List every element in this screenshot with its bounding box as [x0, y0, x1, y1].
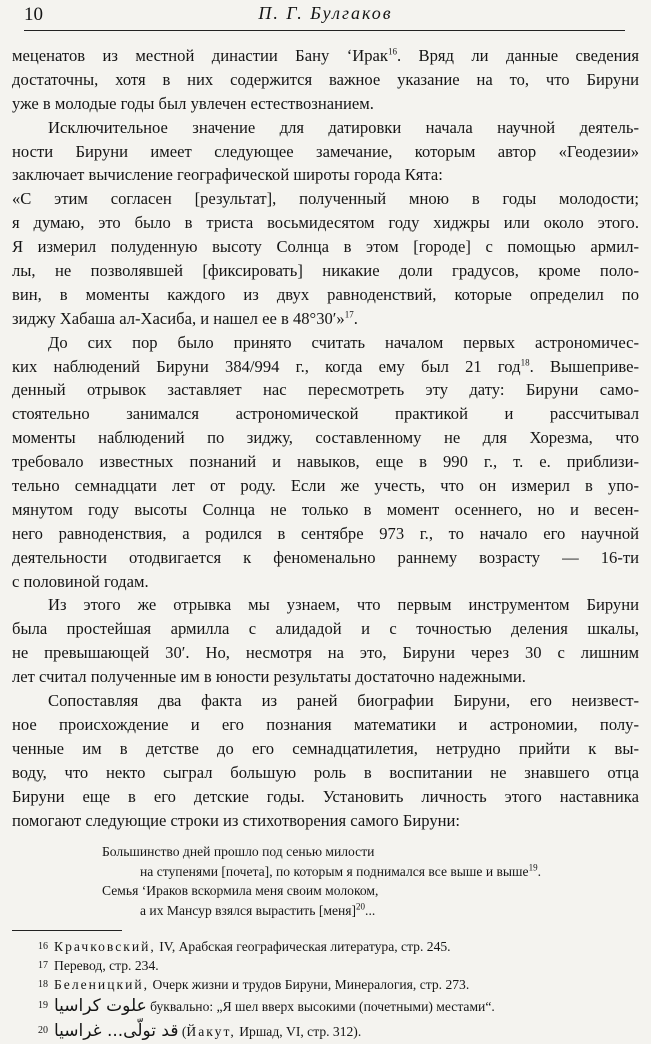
page-header	[12, 0, 639, 32]
line-text: лет считал полученные им в юности результаты достаточно надежными.	[12, 667, 526, 687]
body-line	[12, 68, 639, 92]
body-line	[12, 187, 639, 211]
footnote-body	[36, 977, 469, 992]
body-line	[12, 593, 639, 617]
footnote-author: Крачковский,	[54, 939, 156, 955]
body-line	[12, 522, 639, 546]
body-line	[12, 402, 639, 426]
line-text: уже в молодые годы был увлечен естествознанием.	[12, 93, 374, 113]
line-text: лы, не позволявшей [фиксировать] никакие доли градусов, кроме поло-	[12, 261, 639, 281]
line-text: денный отрывок заставляет нас пересмотреть эту дату: Бируни само-	[12, 380, 639, 400]
body-line	[12, 92, 639, 116]
line-text: ное происхождение и его познания математики и астрономии, полу-	[12, 714, 639, 734]
poem-line	[12, 901, 639, 921]
line-text: Бируни еще в его детские годы. Установить личность этого наставника	[12, 786, 639, 806]
footnote-rule	[12, 930, 122, 931]
footnote-body	[36, 996, 495, 1017]
line-text: «С этим согласен [результат], полученный мною в годы молодости;	[12, 189, 639, 209]
footnote-number: 20	[38, 1025, 48, 1037]
poem-line	[12, 881, 639, 901]
body-line	[12, 689, 639, 713]
footnote-number: 17	[38, 960, 48, 972]
line-text: него равноденствия, а родился в сентябре 973 г., то начало его научной	[12, 523, 639, 543]
body-line	[12, 570, 639, 594]
body-line	[12, 474, 639, 498]
footnote-ref: 19	[528, 862, 538, 873]
running-title: П. Г. Булгаков	[258, 3, 393, 23]
footnote-ref: 20	[356, 901, 366, 912]
body-line	[12, 761, 639, 785]
footnote	[12, 956, 639, 975]
footnotes	[12, 937, 639, 1044]
footnote	[12, 975, 639, 994]
footnote-author: Йакут,	[186, 1024, 236, 1040]
line-text: Из этого же отрывка мы узнаем, что первым инструментом Бируни	[48, 595, 639, 615]
poem-tail: .	[537, 863, 541, 879]
body-line	[12, 378, 639, 402]
line-text: ких наблюдений Бируни 384/994 г., когда ему был 21 год	[12, 356, 521, 376]
line-text: вин, в моменты каждого из двух равноденствий, которые определил по	[12, 284, 639, 304]
line-tail: .	[353, 308, 358, 328]
body-line	[12, 641, 639, 665]
poem-text: Семья ‘Ираков вскормила меня своим молоком,	[102, 883, 379, 899]
footnote	[12, 1019, 639, 1044]
poem-line	[12, 862, 639, 882]
page-number: 10	[24, 4, 43, 25]
line-text: я думаю, это было в триста восьмидесятом году хиджры или около этого.	[12, 213, 639, 233]
footnote-number: 18	[38, 979, 48, 991]
body-line	[12, 116, 639, 140]
footnote-text: Перевод, стр. 234.	[54, 958, 159, 974]
poem-text: а их Мансур взялся вырастить [меня]	[140, 902, 357, 918]
body-line	[12, 426, 639, 450]
body-line	[12, 355, 639, 379]
line-text: требовало известных познаний и навыков, еще в 990 г., т. е. приблизи-	[12, 452, 639, 472]
footnote	[12, 994, 639, 1019]
line-text: Сопоставляя два факта из раней биографии Бируни, его неизвест-	[48, 691, 639, 711]
line-text: деятельности отодвигается к феноменально раннему возрасту — 16-ти	[12, 547, 639, 567]
line-text: меценатов из местной династии Бану ‘Ирак	[12, 46, 388, 65]
line-text: не превышающей 30′. Но, несмотря на это, Бируни через 30 с лишним	[12, 643, 639, 663]
line-text: с половиной годам.	[12, 571, 149, 591]
body-line	[12, 450, 639, 474]
arabic-text: قد تولّى... غراسيا	[54, 1021, 179, 1042]
line-text: была простейшая армилла с алидадой и с точностью деления шкалы,	[12, 619, 639, 639]
body-line	[12, 163, 639, 187]
body-line	[12, 259, 639, 283]
poem-quote	[12, 842, 639, 920]
body-text	[12, 44, 639, 832]
line-text: моменты наблюдений по зиджу, составленному не для Хорезма, что	[12, 428, 639, 448]
line-tail: . Вышеприве-	[529, 356, 639, 376]
line-text: мянутом году высоты Солнца не только в момент осеннего, но и весен-	[12, 499, 639, 519]
body-line	[12, 140, 639, 164]
poem-tail: ...	[365, 902, 376, 918]
body-line	[12, 737, 639, 761]
line-text: тельно семнадцати лет от роду. Если же учесть, что он измерил в упо-	[12, 476, 639, 496]
footnote-text: Иршад, VI, стр. 312).	[235, 1024, 362, 1040]
line-text: ченные им в детстве до его семнадцатилетия, нетрудно прийти к вы-	[12, 738, 639, 758]
footnote-text: IV, Арабская географическая литература, стр. 245.	[155, 939, 451, 955]
line-text: стоятельно занимался астрономической практикой и рассчитывал	[12, 404, 639, 424]
line-text: ности Бируни имеет следующее замечание, которым автор «Геодезии»	[12, 141, 639, 161]
arabic-text: علوت كراسيا	[54, 996, 147, 1017]
body-line	[12, 44, 639, 68]
footnote-author: Беленицкий,	[54, 977, 150, 993]
footnote-ref: 16	[387, 46, 397, 57]
line-text: помогают следующие строки из стихотворения самого Бируни:	[12, 810, 461, 830]
poem-line	[12, 842, 639, 862]
body-line	[12, 498, 639, 522]
body-line	[12, 211, 639, 235]
line-text: Исключительное значение для датировки начала научной деятель-	[48, 117, 639, 137]
footnote-text: (	[178, 1024, 187, 1040]
line-tail: . Вряд ли данные сведения	[396, 46, 639, 65]
line-text: зиджу Хабаша ал-Хасиба, и нашел ее в 48°30′»	[12, 308, 345, 328]
body-line	[12, 307, 639, 331]
footnote-body	[36, 958, 159, 973]
body-line	[12, 546, 639, 570]
footnote-ref: 18	[520, 357, 530, 368]
body-line	[12, 283, 639, 307]
body-line	[12, 809, 639, 833]
footnote-number: 16	[38, 941, 48, 953]
footnote	[12, 937, 639, 956]
poem-text: Большинство дней прошло под сенью милости	[102, 844, 375, 860]
header-rule	[24, 30, 625, 31]
body-line	[12, 713, 639, 737]
footnote-body	[36, 939, 451, 954]
poem-text: на ступенями [почета], по которым я поднимался все выше и выше	[140, 863, 529, 879]
body-line	[12, 617, 639, 641]
footnote-number: 19	[38, 1000, 48, 1012]
body-line	[12, 665, 639, 689]
footnote-body	[36, 1021, 362, 1042]
line-text: достаточны, хотя в них содержится важное указание на то, что Бируни	[12, 69, 639, 89]
line-text: заключает вычисление географической широты города Кята:	[12, 165, 443, 185]
body-line	[12, 235, 639, 259]
footnote-text: буквально: „Я шел вверх высокими (почетными) местами“.	[146, 999, 495, 1015]
footnote-text: Очерк жизни и трудов Бируни, Минералогия, стр. 273.	[149, 977, 470, 993]
line-text: воду, что некто сыграл большую роль в воспитании не знавшего отца	[12, 762, 639, 782]
body-line	[12, 785, 639, 809]
line-text: Я измерил полуденную высоту Солнца в этом [городе] с помощью армил-	[12, 237, 639, 257]
footnote-ref: 17	[344, 309, 354, 320]
body-line	[12, 331, 639, 355]
line-text: До сих пор было принято считать началом первых астрономичес-	[48, 332, 639, 352]
